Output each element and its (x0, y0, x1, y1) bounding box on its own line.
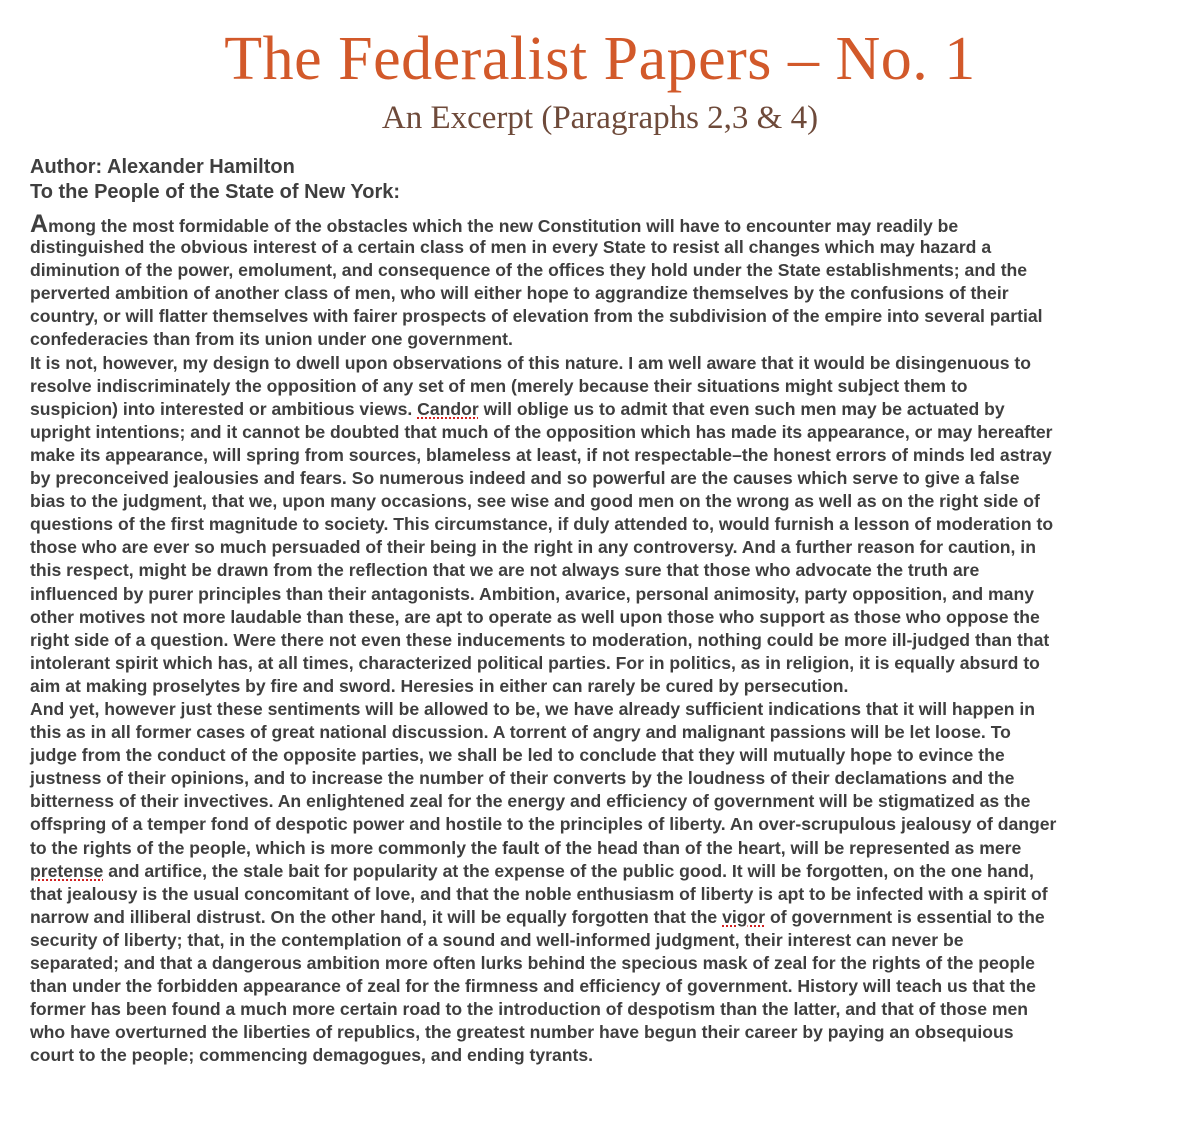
author-line: Author: Alexander Hamilton (30, 156, 295, 178)
text-line (30, 744, 1170, 767)
drop-cap: A (30, 210, 49, 238)
text-segment: questions of the first magnitude to society. This circumstance, if duly attended to, would furnish a lesson of moderation to (30, 514, 1054, 535)
text-line (30, 883, 1170, 906)
text-line (30, 767, 1170, 790)
text-line (30, 210, 1170, 238)
text-segment: mong the most formidable of the obstacles which the new Constitution will have to encounter may readily be (48, 216, 959, 236)
text-line (30, 444, 1170, 467)
text-segment: country, or will flatter themselves with fairer prospects of elevation from the subdivision of the empire into several partial (30, 306, 1043, 327)
text-segment: diminution of the power, emolument, and consequence of the offices they hold under the State establishments; and the (30, 260, 1028, 281)
text-line (30, 490, 1170, 513)
text-segment: upright intentions; and it cannot be doubted that much of the opposition which has made its appearance, or may hereafter (30, 421, 1053, 442)
text-line (30, 929, 1170, 952)
text-segment: those who are ever so much persuaded of their being in the right in any controversy. And a further reason for caution, in (30, 537, 1036, 558)
text-line (30, 559, 1170, 582)
text-segment: to the rights of the people, which is more commonly the fault of the head than of the heart, will be represented as mere (30, 837, 1022, 858)
text-segment: who have overturned the liberties of republics, the greatest number have begun their career by paying an obsequious (30, 1022, 1014, 1043)
text-line (30, 259, 1170, 282)
text-line (30, 375, 1170, 398)
text-segment: that jealousy is the usual concomitant of love, and that the noble enthusiasm of liberty is apt to be infected with a spirit of (30, 883, 1048, 904)
text-line (30, 398, 1170, 421)
text-segment: And yet, however just these sentiments will be allowed to be, we have already sufficient indications that it will happen in (30, 698, 1036, 719)
text-line (30, 282, 1170, 305)
text-segment: security of liberty; that, in the contemplation of a sound and well-informed judgment, their interest can never be (30, 929, 964, 950)
text-segment: than under the forbidden appearance of zeal for the firmness and efficiency of government. History will teach us that the (30, 976, 1036, 997)
text-segment: suspicion) into interested or ambitious views. (30, 398, 418, 419)
text-line (30, 813, 1170, 836)
text-segment: will oblige us to admit that even such men may be actuated by (478, 398, 1005, 419)
text-segment: former has been found a much more certain road to the introduction of despotism than the latter, and that of those men (30, 999, 1029, 1020)
text-segment: bias to the judgment, that we, upon many occasions, see wise and good men on the wrong as well as on the right side of (30, 491, 1040, 512)
text-segment: perverted ambition of another class of men, who will either hope to aggrandize themselves by the confusions of their (30, 283, 1009, 304)
text-line (30, 721, 1170, 744)
document-subtitle: An Excerpt (Paragraphs 2,3 & 4) (381, 100, 819, 136)
text-line (30, 952, 1170, 975)
text-line (30, 513, 1170, 536)
spellcheck-flagged-word: vigor (722, 906, 766, 927)
text-segment: separated; and that a dangerous ambition more often lurks behind the specious mask of zeal for the rights of the people (30, 953, 1035, 973)
text-segment: court to the people; commencing demagogues, and ending tyrants. (30, 1045, 594, 1066)
text-line (30, 583, 1170, 606)
text-line (30, 906, 1170, 929)
text-line (30, 1044, 1170, 1067)
text-line (30, 975, 1170, 998)
text-line (30, 652, 1170, 675)
text-segment: narrow and illiberal distrust. On the other hand, it will be equally forgotten that the (30, 906, 723, 927)
address-line: To the People of the State of New York: (30, 181, 401, 203)
text-segment: judge from the conduct of the opposite parties, we shall be led to conclude that they will mutually hope to evince the (30, 745, 1005, 766)
text-segment: make its appearance, will spring from sources, blameless at least, if not respectable–the honest errors of minds led astray (30, 444, 1052, 465)
text-line (30, 536, 1170, 559)
text-line (30, 998, 1170, 1021)
excerpt-body[interactable] (30, 210, 1170, 1067)
text-segment: and artifice, the stale bait for popularity at the expense of the public good. It will be forgotten, on the one hand, (103, 860, 1034, 881)
text-line (30, 675, 1170, 698)
text-line (30, 1021, 1170, 1044)
text-line (30, 467, 1170, 490)
text-segment: by preconceived jealousies and fears. So numerous indeed and so powerful are the causes which serve to give a false (30, 468, 1020, 489)
text-segment: influenced by purer principles than their antagonists. Ambition, avarice, personal animosity, party opposition, and many (30, 583, 1035, 604)
text-segment: intolerant spirit which has, at all times, characterized political parties. For in politics, as in religion, it is equally absurd to (30, 652, 1040, 673)
text-segment: confederacies than from its union under one government. (30, 329, 513, 350)
text-line (30, 421, 1170, 444)
text-segment: resolve indiscriminately the opposition of any set of men (merely because their situations might subject them to (30, 375, 968, 396)
text-segment: It is not, however, my design to dwell upon observations of this nature. I am well aware that it would be disingenuous to (30, 352, 1032, 373)
text-line (30, 629, 1170, 652)
text-segment: of government is essential to the (765, 906, 1045, 927)
text-segment: other motives not more laudable than these, are apt to operate as well upon those who support as those who oppose the (30, 606, 1040, 627)
text-segment: bitterness of their invectives. An enlightened zeal for the energy and efficiency of government will be stigmatized as the (30, 791, 1031, 812)
spellcheck-flagged-word: pretense (30, 860, 104, 881)
text-line (30, 698, 1170, 721)
text-line (30, 606, 1170, 629)
text-segment: justness of their opinions, and to increase the number of their converts by the loudness of their declamations and the (30, 768, 1015, 789)
text-line (30, 860, 1170, 883)
text-segment: aim at making proselytes by fire and sword. Heresies in either can rarely be cured by persecution. (30, 675, 849, 696)
text-line (30, 790, 1170, 813)
text-segment: distinguished the obvious interest of a certain class of men in every State to resist all changes which may hazard a (30, 237, 992, 258)
text-segment: offspring of a temper fond of despotic power and hostile to the principles of liberty. An over-scrupulous jealousy of danger (30, 814, 1057, 835)
document-meta (30, 155, 1180, 205)
text-line (30, 305, 1170, 328)
text-segment: this respect, might be drawn from the reflection that we are not always sure that those who advocate the truth are (30, 560, 980, 581)
text-segment: this as in all former cases of great national discussion. A torrent of angry and malignant passions will be let loose. To (30, 722, 1011, 743)
text-line (30, 328, 1170, 351)
text-line (30, 236, 1170, 259)
text-line (30, 352, 1170, 375)
text-segment: right side of a question. Were there not even these inducements to moderation, nothing could be more ill-judged than that (30, 629, 1050, 650)
text-line (30, 837, 1170, 860)
spellcheck-flagged-word: Candor (417, 398, 479, 419)
document-title: The Federalist Papers – No. 1 (224, 25, 976, 93)
